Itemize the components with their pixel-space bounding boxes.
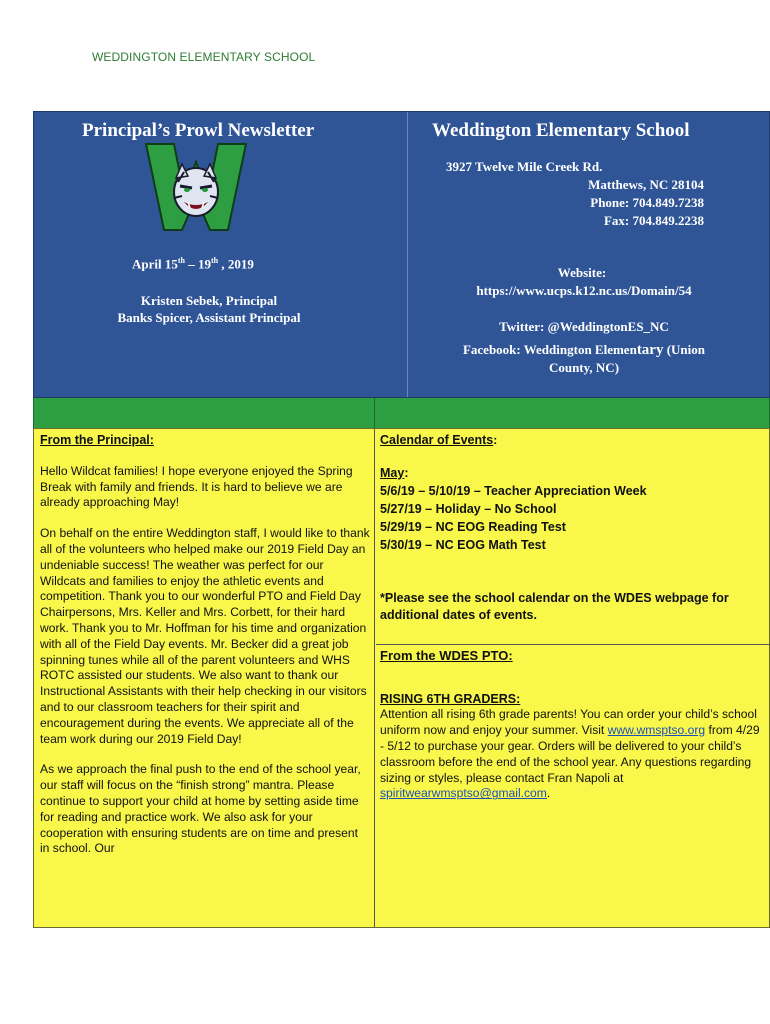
event-list	[380, 482, 760, 554]
pto-text: from 4/29 - 5/12 to purchase your gear. Orders will be delivered to your child’s classroom before the end of the school year. Any questions regarding sizing or styles, please contact Fran Napoli at	[380, 723, 760, 785]
principal-column	[40, 433, 370, 857]
facebook-info	[414, 341, 754, 377]
staff-names	[94, 292, 324, 326]
month-label	[380, 464, 760, 482]
date-year: , 2019	[218, 256, 254, 272]
month-name: May	[380, 465, 405, 480]
school-name: Weddington Elementary School	[432, 120, 690, 141]
principal-paragraph: On behalf on the entire Weddington staff, I would like to thank all of the volunteers who helped make our 2019 Field Day an undeniable success! The weather was perfect for our Wildcats and families to enjoy the athletic events and competition. Thank you to our wonderful PTO and Field Day Chairpersons, Mrs. Keller and Mrs. Corbett, for their hard work. Thank you to Mr. Hoffman for his time and organization with all of the Field Day events. Mr. Becker did a great job spinning tunes while all of the parent volunteers and WHS ROTC assisted our students. We also want to thank our Instructional Assistants with their help checking in our visitors and to our classroom teachers for their spirit and encouragement during the events. We appreciate all of the team work during our 2019 Field Day!	[40, 526, 370, 746]
school-address	[444, 158, 704, 230]
event-item: 5/29/19 – NC EOG Reading Test	[380, 519, 566, 534]
address-line-2: Matthews, NC 28104	[588, 177, 704, 192]
pto-subheading: RISING 6TH GRADERS:	[380, 691, 521, 706]
date-start: April 15	[132, 256, 178, 272]
pto-text: .	[546, 786, 551, 801]
twitter-handle: Twitter: @WeddingtonES_NC	[499, 319, 669, 334]
column-divider	[407, 112, 408, 397]
pto-heading: From the WDES PTO:	[380, 647, 513, 663]
calendar-heading	[380, 433, 760, 449]
calendar-column	[380, 433, 760, 802]
facebook-text: (Union	[663, 342, 706, 357]
calendar-heading-colon: :	[493, 433, 498, 447]
phone-number: Phone: 704.849.7238	[590, 195, 704, 210]
website-url[interactable]: https://www.ucps.k12.nc.us/Domain/54	[476, 283, 692, 298]
principal-paragraph: As we approach the final push to the end of the school year, our staff will focus on the “finish strong” mantra. Please continue to support your child at home by setting aside time for reading and practice work. We also ask for your cooperation with ensuring students are on time and present in school. Our	[40, 762, 361, 856]
pto-email-link[interactable]: spiritwearwmsptso@gmail.com	[380, 786, 547, 801]
pto-paragraph	[380, 707, 760, 802]
date-end: – 19	[185, 256, 211, 272]
green-divider-band	[33, 398, 770, 428]
principal-heading: From the Principal:	[40, 433, 154, 447]
pto-text: Attention all rising 6th grade parents! You can order your child’s school uniform now and enjoy your summer. Visit	[380, 707, 757, 738]
page-header: WEDDINGTON ELEMENTARY SCHOOL	[92, 50, 316, 64]
newsletter-title: Principal’s Prowl Newsletter	[82, 120, 315, 141]
date-ordinal: th	[211, 256, 219, 265]
website-label: Website:	[557, 265, 607, 280]
pto-website-link[interactable]: www.wmsptso.org	[607, 723, 706, 738]
event-item: 5/30/19 – NC EOG Math Test	[380, 537, 546, 552]
facebook-text: Facebook: Weddington Elemen	[462, 342, 637, 357]
facebook-text: tary	[636, 342, 664, 358]
column-divider	[374, 398, 375, 428]
wildcat-logo-icon	[144, 142, 248, 232]
column-divider	[374, 429, 375, 927]
content-panel	[33, 428, 770, 928]
facebook-text: County, NC)	[548, 360, 620, 375]
assistant-principal-name: Banks Spicer, Assistant Principal	[117, 310, 301, 325]
newsletter-header-panel	[33, 111, 770, 398]
newsletter-date	[132, 256, 254, 272]
calendar-heading-text: Calendar of Events	[380, 433, 494, 447]
principal-name: Kristen Sebek, Principal	[140, 293, 278, 308]
date-ordinal: th	[177, 256, 185, 265]
address-line-1: 3927 Twelve Mile Creek Rd.	[446, 159, 603, 174]
fax-number: Fax: 704.849.2238	[603, 213, 704, 228]
principal-paragraph: Hello Wildcat families! I hope everyone enjoyed the Spring Break with family and friends. It is hard to believe we are already approaching May!	[40, 463, 353, 510]
calendar-note: *Please see the school calendar on the WDES webpage for additional dates of events.	[380, 590, 729, 622]
month-colon: :	[404, 465, 409, 480]
event-item: 5/6/19 – 5/10/19 – Teacher Appreciation Week	[380, 483, 647, 498]
event-item: 5/27/19 – Holiday – No School	[380, 501, 557, 516]
